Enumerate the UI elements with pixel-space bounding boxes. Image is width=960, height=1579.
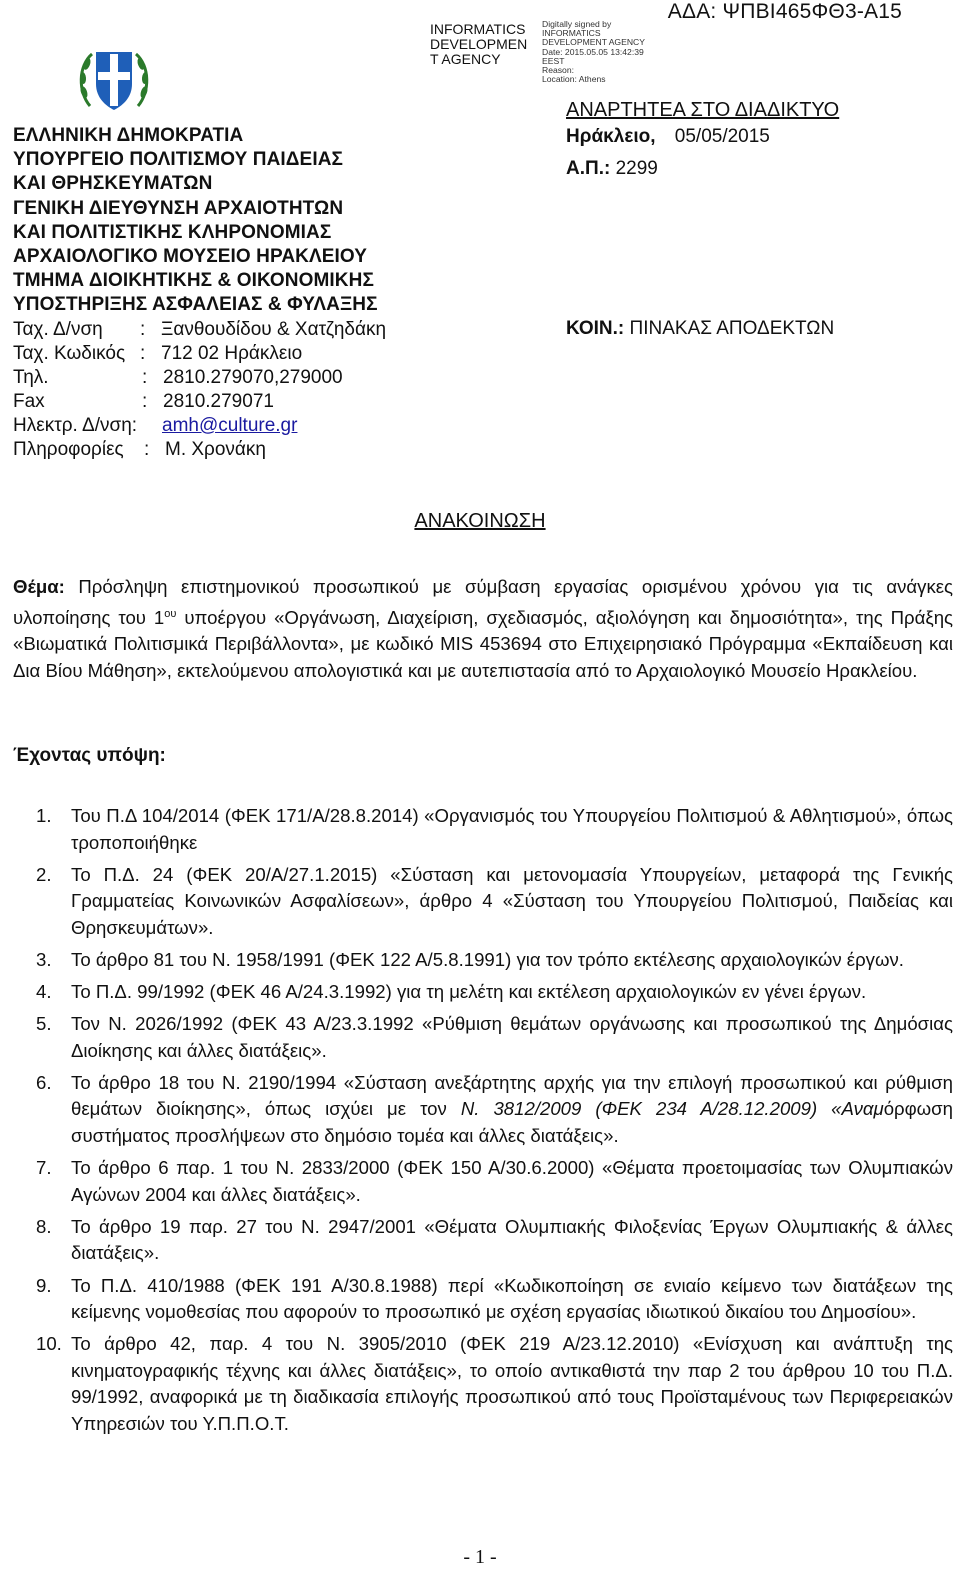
list-item [13, 862, 953, 942]
list-item-number: 2. [36, 863, 52, 885]
email-label: Ηλεκτρ. Δ/νση: [13, 415, 138, 436]
issuer-block [13, 124, 378, 318]
issuer-line: ΥΠΟΥΡΓΕΙΟ ΠΟΛΙΤΙΣΜΟΥ ΠΑΙΔΕΙΑΣ [13, 149, 344, 171]
list-item-text: Το Π.Δ. 410/1988 (ΦΕΚ 191 Α/30.8.1988) περί «Κωδικοποίηση σε ενιαίο κείμενο των διατάξεων της κείμενης νομοθεσίας που αφορούν το προσωπικό με σχέση εργασίας ιδιωτικού δικαίου του Δημοσίου». [71, 1274, 953, 1323]
subject-label: Θέμα: [13, 576, 65, 597]
phone-value: 2810.279070,279000 [163, 367, 343, 388]
subject-superscript: ου [164, 607, 177, 620]
document-meta [566, 96, 839, 181]
list-item-number: 9. [36, 1274, 52, 1296]
subject-text: Πρόσληψη επιστημονικού προσωπικού με σύμβαση εργασίας ορισμένου χρόνου για τις ανάγκες υλοποίησης του 1 [13, 576, 953, 628]
emblem-icon [76, 44, 152, 116]
signature-detail-line: Digitally signed by [542, 19, 612, 29]
list-item-text-italic: Ν. 3812/2009 (ΦΕΚ 234 Α/28.12.2009) «Αναμ [460, 1098, 884, 1120]
document-title: ΑΝΑΚΟΙΝΩΣΗ [414, 510, 546, 532]
list-item [13, 1155, 953, 1208]
place-date [566, 125, 839, 149]
list-item-text: Το άρθρο 6 παρ. 1 του Ν. 2833/2000 (ΦΕΚ 150 Α/30.6.2000) «Θέματα προετοιμασίας των Ολυμπιακών Αγώνων 2004 και άλλες διατάξεις». [71, 1157, 953, 1205]
list-item [13, 1214, 953, 1267]
list-item-number: 5. [36, 1013, 52, 1035]
list-item-text: Το άρθρο 81 του Ν. 1958/1991 (ΦΕΚ 122 Α/5.8.1991) για τον τρόπο εκτέλεσης αρχαιολογικών έργων. [71, 948, 904, 970]
protocol-value: 2299 [615, 158, 658, 179]
colon: : [144, 439, 150, 460]
list-item [13, 1011, 953, 1064]
list-item [13, 803, 953, 856]
fax-value: 2810.279071 [163, 391, 274, 412]
signature-detail-line: EEST [542, 55, 565, 66]
list-item [13, 1070, 953, 1150]
ada-code: ΑΔΑ: ΨΠΒΙ465ΦΘ3-Α15 [667, 0, 902, 23]
signature-detail-line: INFORMATICS [542, 28, 601, 39]
info-label: Πληροφορίες [13, 439, 124, 460]
list-item-text: Το άρθρο 18 του Ν. 2190/1994 «Σύσταση ανεξάρτητης αρχής για την επιλογή προσωπικού και ρύθμιση θεμάτων διοίκησης», όπως ισχύει με τον [71, 1071, 953, 1120]
email-link[interactable]: amh@culture.gr [162, 415, 298, 436]
list-item-text: Το Π.Δ. 24 (ΦΕΚ 20/Α/27.1.2015) «Σύσταση και μετονομασία Υπουργείων, μεταφορά της Γενικής Γραμματείας Κοινωνικών Ασφαλίσεων», άρθρο 4 «Σύσταση του Υπουργείου Πολιτισμού, Παιδείας και Θρησκευμάτων». [71, 863, 953, 938]
list-item-text: Του Π.Δ 104/2014 (ΦΕΚ 171/Α/28.8.2014) «Οργανισμός του Υπουργείου Πολιτισμού & Αθλητισμού», όπως τροποποιήθηκε [71, 805, 953, 853]
list-item-text: Το άρθρο 42, παρ. 4 του Ν. 3905/2010 (ΦΕΚ 219 Α/23.12.2010) «Ενίσχυση και ανάπτυξη της κινηματογραφικής τέχνης και άλλες διατάξεις», το οποίο αντικαθιστά την παρ 2 του άρθρου 10 του Π.Δ. 99/1992, αναφορικά με τη διαδικασία επιλογής προσωπικού από τους Προϊσταμένους των Περιφερειακών Υπηρεσιών του Υ.Π.Π.Ο.Τ. [71, 1333, 953, 1434]
address-value: Ξανθουδίδου & Χατζηδάκη [161, 319, 387, 340]
colon: : [140, 343, 146, 364]
city: Ηράκλειο, [566, 126, 656, 147]
list-item-number: 10. [36, 1333, 62, 1355]
cc-value: ΠΙΝΑΚΑΣ ΑΠΟΔΕΚΤΩΝ [629, 318, 835, 339]
issuer-line: ΤΜΗΜΑ ΔΙΟΙΚΗΤΙΚΗΣ & ΟΙΚΟΝΟΜΙΚΗΣ [13, 270, 374, 292]
signature-organization [430, 22, 540, 67]
list-item-number: 4. [36, 981, 52, 1003]
list-item-number: 1. [36, 805, 52, 826]
list-item-number: 3. [36, 948, 52, 970]
internet-posting-note: ΑΝΑΡΤΗΤΕΑ ΣΤΟ ΔΙΑΔΙΚΤΥΟ [566, 99, 840, 121]
signature-details [542, 20, 645, 84]
list-item-number: 7. [36, 1157, 52, 1179]
phone-label: Τηλ. [13, 367, 49, 388]
cc-label: ΚΟΙΝ.: [566, 318, 625, 339]
protocol-number [566, 157, 839, 181]
greek-coat-of-arms-emblem [76, 44, 152, 116]
issuer-line: ΕΛΛΗΝΙΚΗ ΔΗΜΟΚΡΑΤΙΑ [13, 125, 244, 146]
signature-org-line: INFORMATICS [430, 21, 526, 37]
issuer-line: ΚΑΙ ΠΟΛΙΤΙΣΤΙΚΗΣ ΚΛΗΡΟΝΟΜΙΑΣ [13, 221, 332, 243]
protocol-label: Α.Π.: [566, 158, 611, 179]
issuer-line: ΑΡΧΑΙΟΛΟΓΙΚΟ ΜΟΥΣΕΙΟ ΗΡΑΚΛΕΙΟΥ [13, 246, 368, 268]
signature-org-line: T AGENCY [430, 51, 501, 67]
signature-detail-line: Date: 2015.05.05 13:42:39 [542, 46, 644, 57]
issuer-line: ΥΠΟΣΤΗΡΙΞΗΣ ΑΣΦΑΛΕΙΑΣ & ΦΥΛΑΞΗΣ [13, 294, 378, 316]
list-item-text: Το άρθρο 19 παρ. 27 του Ν. 2947/2001 «Θέματα Ολυμπιακής Φιλοξενίας Έργων Ολυμπιακής & άλλες διατάξεις». [71, 1215, 953, 1264]
list-item [13, 979, 953, 1006]
list-item [13, 1331, 953, 1437]
having-in-mind-heading: Έχοντας υπόψη: [13, 745, 166, 766]
list-item-number: 8. [36, 1215, 52, 1237]
signature-detail-line: Location: Athens [542, 74, 606, 85]
signature-org-line: DEVELOPMEN [430, 36, 528, 52]
list-item-text-continued: όρφωση συστήματος προσλήψεων στο δημόσιο τομέα και άλλες διατάξεις». [71, 1098, 953, 1147]
subject-text-continued: υποέργου «Οργάνωση, Διαχείριση, σχεδιασμός, αξιολόγηση και δημοσιότητα», της Πράξης «Βιωματικά Πολιτισμικά Περιβάλλοντα», με κωδικό MIS 453694 στο Επιχειρησιακό Πρόγραμμα «Εκπαίδευση και Δια Βίου Μάθηση», εκτελούμενου απολογιστικά και με αυτεπιστασία από το Αρχαιολογικό Μουσείο Ηρακλείου. [13, 606, 953, 681]
colon: : [142, 391, 148, 412]
postcode-label: Ταχ. Κωδικός [13, 343, 126, 364]
issuer-line: ΚΑΙ ΘΡΗΣΚΕΥΜΑΤΩΝ [13, 173, 213, 195]
postcode-value: 712 02 Ηράκλειο [161, 343, 303, 364]
address-label: Ταχ. Δ/νση [13, 319, 103, 340]
list-item-text: Το Π.Δ. 99/1992 (ΦΕΚ 46 Α/24.3.1992) για τη μελέτη και εκτέλεση αρχαιολογικών εν γένει έργων. [71, 981, 867, 1003]
issuer-line: ΓΕΝΙΚΗ ΔΙΕΥΘΥΝΣΗ ΑΡΧΑΙΟΤΗΤΩΝ [13, 197, 344, 219]
signature-detail-line: DEVELOPMENT AGENCY [542, 37, 645, 48]
fax-label: Fax [13, 391, 45, 412]
list-item [13, 947, 953, 974]
legal-basis-list [13, 803, 953, 1443]
colon: : [142, 367, 148, 388]
list-item-number: 6. [36, 1071, 52, 1093]
colon: : [140, 319, 146, 340]
info-value: Μ. Χρονάκη [165, 439, 266, 460]
page-number: - 1 - [463, 1546, 497, 1568]
list-item-text: Τον Ν. 2026/1992 (ΦΕΚ 43 Α/23.3.1992 «Ρύθμιση θεμάτων οργάνωσης και προσωπικού της Δημόσιας Διοίκησης και άλλες διατάξεις». [71, 1013, 953, 1061]
date: 05/05/2015 [674, 126, 770, 147]
cc-line [566, 318, 834, 340]
signature-detail-line: Reason: [542, 65, 575, 76]
list-item [13, 1273, 953, 1326]
subject-paragraph [13, 574, 953, 685]
